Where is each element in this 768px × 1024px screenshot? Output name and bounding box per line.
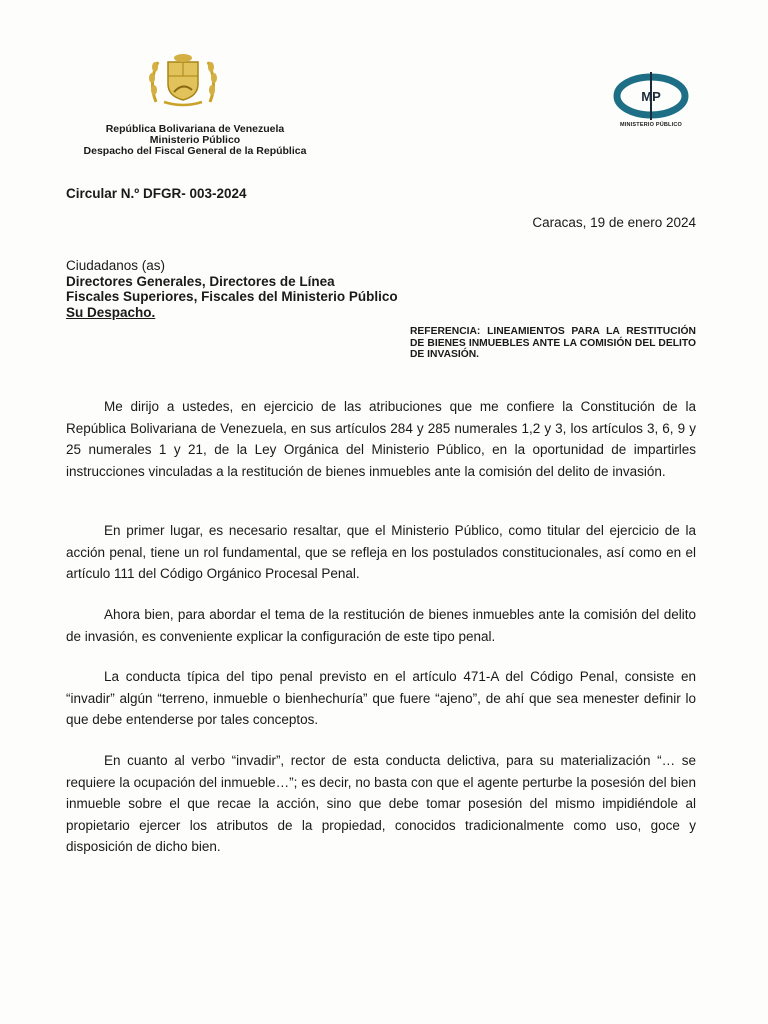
reference-subject: REFERENCIA: LINEAMIENTOS PARA LA RESTITUCIÓN DE BIENES INMUEBLES ANTE LA COMISIÓN DEL DELITO DE INVASIÓN. bbox=[410, 326, 696, 360]
coat-of-arms-icon bbox=[146, 52, 220, 108]
addressee-line-1: Directores Generales, Directores de Línea bbox=[66, 273, 335, 289]
paragraph-text: Ahora bien, para abordar el tema de la restitución de bienes inmuebles ante la comisión del delito de invasión, es conveniente explicar la configuración de este tipo penal. bbox=[66, 607, 696, 644]
body-paragraph-1 bbox=[66, 396, 696, 482]
letter-date: Caracas, 19 de enero 2024 bbox=[532, 215, 696, 230]
paragraph-text: La conducta típica del tipo penal previsto en el artículo 471-A del Código Penal, consiste en “invadir” algún “terreno, inmueble o bienhechuría” que fuere “ajeno”, de ahí que sea menester definir lo que debe entenderse por tales conceptos. bbox=[66, 669, 696, 728]
body-paragraph-4 bbox=[66, 666, 696, 731]
paragraph-text: En primer lugar, es necesario resaltar, que el Ministerio Público, como titular del ejercicio de la acción penal, tiene un rol fundamental, que se refleja en los postulados constitucionales, así como en el artículo 111 del Código Orgánico Procesal Penal. bbox=[66, 523, 696, 582]
addressee-greeting: Ciudadanos (as) bbox=[66, 258, 166, 273]
header-line-3: Despacho del Fiscal General de la República bbox=[83, 145, 307, 157]
ministerio-publico-logo-icon bbox=[612, 70, 690, 130]
mp-logo-caption: MINISTERIO PÚBLICO bbox=[620, 122, 682, 128]
paragraph-text: Me dirijo a ustedes, en ejercicio de las atribuciones que me confiere la Constitución de la República Bolivariana de Venezuela, en sus artículos 284 y 285 numerales 1,2 y 3, los artículos 3, 6, 9 y 25 numerales 1 y 21, de la Ley Orgánica del Ministerio Público, en la oportunidad de impartirles instrucciones vinculadas a la restitución de bienes inmuebles ante la comisión del delito de invasión. bbox=[66, 399, 696, 479]
paragraph-text: En cuanto al verbo “invadir”, rector de esta conducta delictiva, para su materialización “… se requiere la ocupación del inmueble…”; es decir, no basta con que el agente perturbe la posesión del bien inmueble sobre el que recae la acción, sino que debe tomar posesión del mismo impidiéndole al propietario ejercer los atributos de la propiedad, conocidos tradicionalmente como uso, goce y disposición de dicho bien. bbox=[66, 753, 696, 855]
institution-header bbox=[60, 124, 330, 157]
header-line-1: República Bolivariana de Venezuela bbox=[105, 123, 285, 135]
body-paragraph-5 bbox=[66, 750, 696, 858]
addressee-block bbox=[66, 258, 398, 320]
mp-letters: MP bbox=[641, 89, 661, 104]
circular-number: Circular N.º DFGR- 003-2024 bbox=[66, 186, 247, 201]
addressee-line-3: Su Despacho. bbox=[66, 304, 156, 320]
header-line-2: Ministerio Público bbox=[149, 134, 241, 146]
body-paragraph-2 bbox=[66, 520, 696, 585]
addressee-line-2: Fiscales Superiores, Fiscales del Ministerio Público bbox=[66, 289, 398, 304]
body-paragraph-3 bbox=[66, 604, 696, 647]
